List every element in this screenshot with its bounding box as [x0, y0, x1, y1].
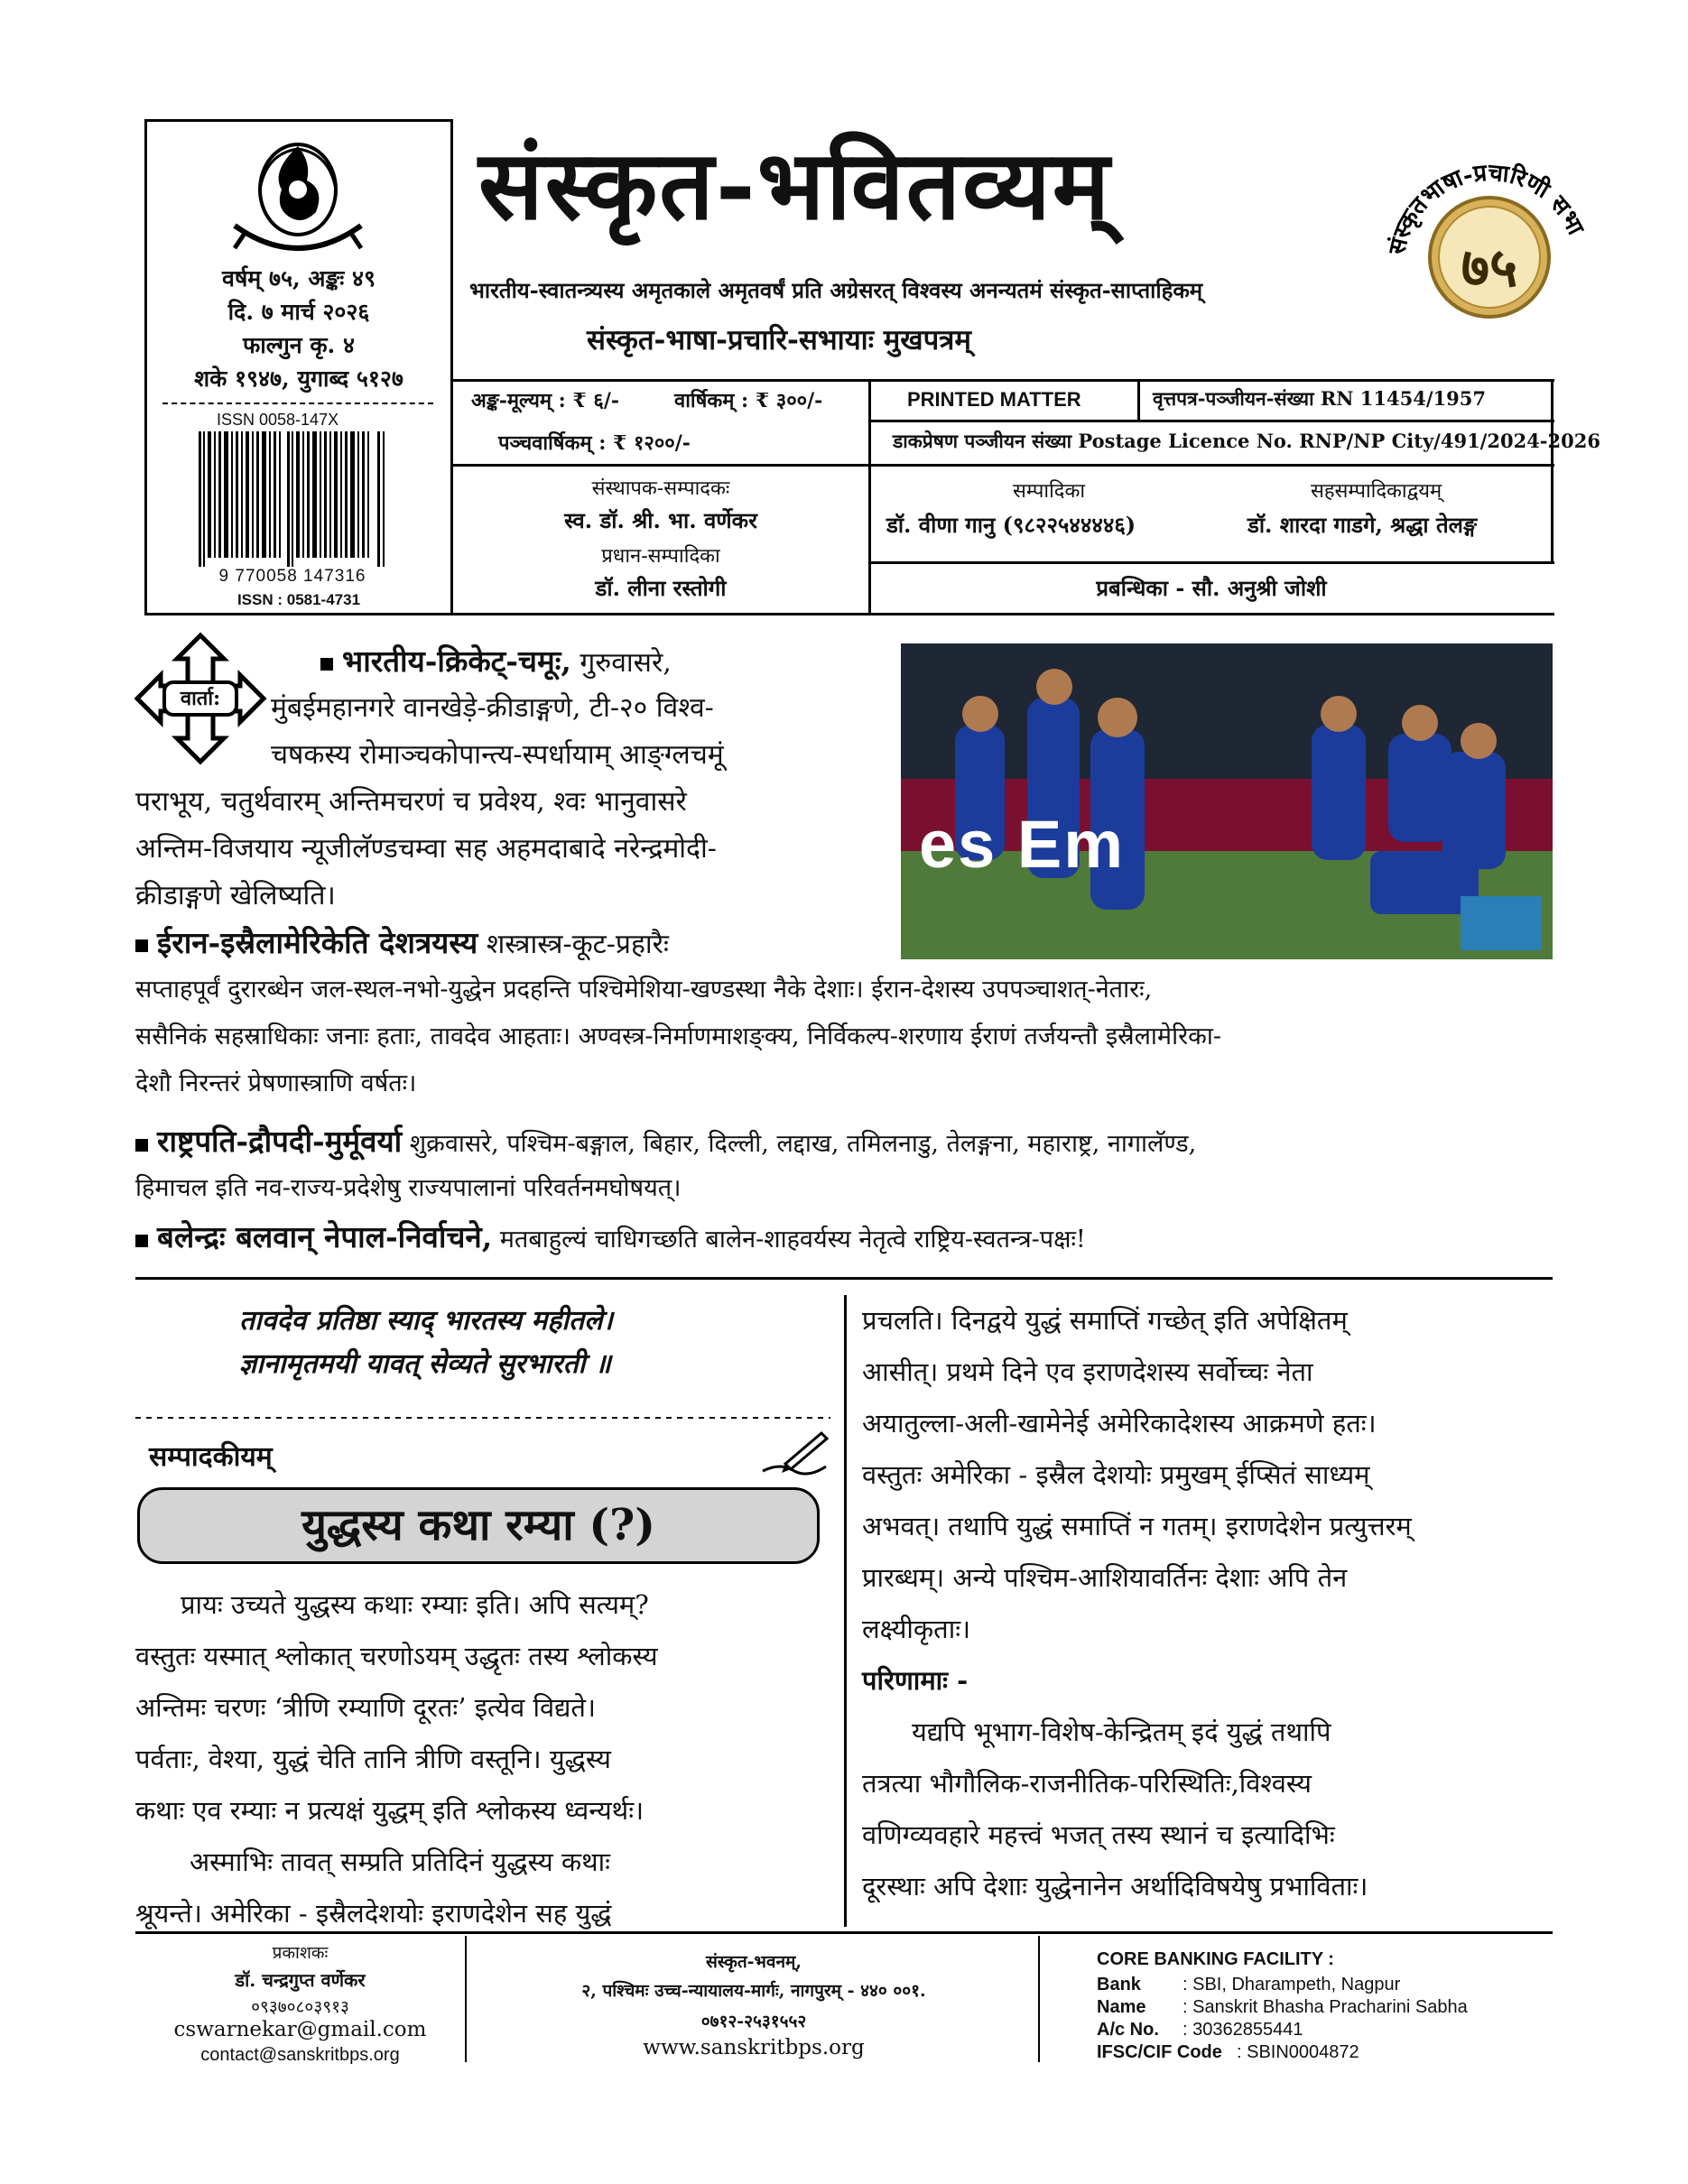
founder-label: संस्थापक-सम्पादकः [591, 477, 730, 500]
news-item-iran-line2: सप्ताहपूर्वं दुरारब्धेन जल-स्थल-नभो-युद्धेन प्रदहन्ति पश्चिमेशिया-खण्डस्था नैके देशाः। ईरान-देशस्य उपपञ्चाशत्-नेतारः, [135, 976, 1153, 1004]
editorial-right2-line-1: यद्यपि भूभाग-विशेष-केन्द्रितम् इदं युद्धं तथापि [912, 1717, 1331, 1747]
editorial-left-line-3: अन्तिमः चरणः ‘त्रीणि रम्याणि दूरतः’ इत्येव विद्यते। [135, 1692, 596, 1723]
chief-editor-name: डॉ. लीना रस्तोगी [595, 575, 727, 601]
editorial-right-line-5: अभवत्। तथापि युद्धं समाप्तिं न गतम्। इराणदेशेन प्रत्युत्तरम् [862, 1511, 1412, 1541]
website-link[interactable]: www.sanskritbps.org [643, 2036, 865, 2059]
bullet-square-icon [135, 1235, 148, 1247]
column-divider [844, 1295, 847, 1927]
editorial-right-line-3: अयातुल्ला-अली-खामेनेई अमेरिकादेशस्य आक्रमणे हतः। [862, 1408, 1377, 1439]
annual-price: वार्षिकम् : ₹ ३००/- [674, 389, 823, 412]
address-line-2: २, पश्चिमः उच्च-न्यायालय-मार्गः, नागपुरम् - ४४० ००१. [581, 1981, 926, 2001]
postal-licence: डाकप्रेषण पञ्जीयन संख्या Postage Licence No. RNP/NP City/491/2024-2026 [893, 430, 1600, 452]
news-item-nepal-line1: बलेन्द्रः बलवान् नेपाल-निर्वाचने, मतबाहुल्यं चाधिगच्छति बालेन-शाहवर्यस्य नेतृत्वे राष्ट्रिय-स्वतन्त्र-पक्षः! [135, 1215, 1086, 1263]
sanskrit-verse [239, 1300, 613, 1386]
issn-top: ISSN 0058-147X [217, 411, 339, 429]
news-item-cricket-head: भारतीय-क्रिकेट्-चमूः, [342, 643, 571, 679]
sabha-seal [1377, 131, 1602, 356]
barcode-icon [197, 431, 388, 567]
bullet-square-icon [135, 1139, 148, 1152]
news-item-cricket-line3: चषकस्य रोमाञ्चकोपान्त्य-स्पर्धायाम् आङ्ग्लचमूं [271, 739, 724, 771]
editorial-right2-line-3: वणिग्व्यवहारे महत्त्वं भजत् तस्य स्थानं च इत्यादिभिः [862, 1819, 1335, 1850]
seal-text: संस्कृतभाषा-प्रचारिणी सभा [1383, 159, 1590, 257]
news-item-iran-line3: ससैनिकं सहस्राधिकाः जनाः हताः, तावदेव आहताः। अण्वस्त्र-निर्माणमाशङ्क्य, निर्विकल्प-शरणाय ईराणं तर्जयन्तौ इस्रैलामेरिका- [135, 1023, 1221, 1050]
bank-title: CORE BANKING FACILITY : [1097, 1949, 1334, 1969]
editorial-left-line-4: पर्वताः, वेश्या, युद्धं चेति तानि त्रीणि वस्तूनि। युद्धस्य [135, 1744, 611, 1774]
news-icon-label: वार्ता: [180, 687, 221, 710]
news-item-president-line2: हिमाचल इति नव-राज्य-प्रदेशेषु राज्यपालानां परिवर्तनमघोषयत्। [135, 1174, 682, 1202]
editorial-title: युद्धस्य कथा रम्या (?) [301, 1500, 655, 1550]
news-icon [134, 632, 267, 765]
news-item-president-head: राष्ट्रपति-द्रौपदी-मुर्मूवर्या [157, 1124, 403, 1159]
price-per-issue: अङ्क-मूल्यम् : ₹ ६/- [471, 389, 620, 412]
news-item-cricket-line1: भारतीय-क्रिकेट्-चमूः, गुरुवासरे, [320, 639, 672, 686]
masthead-tagline: भारतीय-स्वातन्त्र्यस्य अमृतकाले अमृतवर्षं प्रति अग्रेसरत् विश्वस्य अनन्यतमं संस्कृत-साप्ताहिकम् [469, 277, 1203, 303]
news-item-cricket-line5: अन्तिम-विजयाय न्यूजीलॅण्डचम्वा सह अहमदाबादे नरेन्द्रमोदी- [135, 833, 717, 865]
editorial-left-line-7: श्रूयन्ते। अमेरिका - इस्रैलदेशयोः इराणदेशेन सह युद्धं [135, 1898, 612, 1929]
editorial-subhead: परिणामाः - [862, 1665, 969, 1696]
publisher-label: प्रकाशकः [272, 1943, 329, 1963]
issue-volume: वर्षम् ७५, अङ्कः ४९ [221, 265, 376, 292]
seal-number: ७५ [1461, 236, 1518, 300]
footer-divider-1 [465, 1936, 467, 2062]
editorial-dashed-rule [135, 1417, 830, 1419]
editorial-label: सम्पादकीयम् [149, 1441, 273, 1473]
publisher-name: डॉ. चन्द्रगुप्त वर्णेकर [235, 1969, 366, 1991]
photo-illustration [901, 643, 1553, 959]
editorial-right-line-2: आसीत्। प्रथमे दिने एव इराणदेशस्य सर्वोच्चः नेता [862, 1356, 1313, 1387]
editorial-left-line-2: वस्तुतः यस्मात् श्लोकात् चरणोऽयम् उद्धृतः तस्य श्लोकस्य [135, 1641, 658, 1671]
name-row: Name : Sanskrit Bhasha Pracharini Sabha [1097, 1997, 1468, 2017]
founder-name: स्व. डॉ. श्री. भा. वर्णेकर [564, 507, 757, 533]
account-row: A/c No. : 30362855441 [1097, 2020, 1303, 2040]
info-grid [453, 379, 1600, 615]
cricket-team-photo [901, 643, 1553, 959]
footer-rule [135, 1931, 1553, 1934]
publisher-email[interactable]: cswarnekar@gmail.com [173, 2018, 427, 2041]
barcode-number: 9 770058 147316 [218, 567, 366, 586]
masthead-title: संस्कृत-भवितव्यम् [478, 128, 1112, 241]
verse-line-2: ज्ञानामृतमयी यावत् सेव्यते सुरभारती ॥ [239, 1348, 611, 1380]
manager-name: प्रबन्धिका - सौ. अनुश्री जोशी [1096, 575, 1327, 601]
editor-name: डॉ. वीणा गानु (९८२२५४४४४६) [886, 512, 1136, 538]
issue-shaka: शके १९४७, युगाब्द ५१२७ [194, 366, 403, 392]
chief-editor-label: प्रधान-सम्पादिका [601, 545, 720, 568]
bullet-square-icon [135, 939, 148, 952]
editorial-right-line-4: वस्तुतः अमेरिका - इस्रैल देशयोः प्रमुखम् ईप्सितं साध्यम् [862, 1459, 1370, 1490]
issue-tithi: फाल्गुन कृ. ४ [243, 332, 355, 358]
editorial-right2-line-2: तत्रत्या भौगौलिक-राजनीतिक-परिस्थितिः,विश्वस्य [862, 1768, 1312, 1799]
editorial-right-line-6: प्रारब्धम्। अन्ये पश्चिम-आशियावर्तिनः देशाः अपि तेन [862, 1562, 1348, 1593]
contact-email[interactable]: contact@sanskritbps.org [200, 2045, 400, 2065]
address-phone: ०७१२-२५३१५५२ [700, 2012, 807, 2031]
bank-row: Bank : SBI, Dharampeth, Nagpur [1097, 1975, 1401, 1994]
news-item-cricket-line6: क्रीडाङ्गणे खेलिष्यति। [135, 880, 336, 912]
photo-banner-text: es Em [919, 807, 1126, 882]
issue-details [144, 262, 453, 395]
footer-divider-2 [1038, 1936, 1040, 2062]
news-divider [135, 1277, 1553, 1280]
co-editor-names: डॉ. शारदा गाडगे, श्रद्धा तेलङ्ग [1247, 512, 1478, 538]
dashed-divider [162, 403, 433, 404]
five-year-price: पञ्चवार्षिकम् : ₹ १२००/- [498, 431, 691, 455]
printed-matter: PRINTED MATTER [907, 388, 1081, 411]
sabha-logo-icon [217, 135, 379, 257]
editor-label: सम्पादिका [1013, 480, 1086, 503]
editorial-right-line-7: लक्ष्यीकृताः। [862, 1614, 971, 1644]
news-item-cricket-line2: मुंबईमहानगरे वानखेड़े-क्रीडाङ्गणे, टी-२० विश्व- [271, 692, 714, 724]
ifsc-row: IFSC/CIF Code : SBIN0004872 [1097, 2042, 1359, 2062]
editorial-left-line-1: प्रायः उच्यते युद्धस्य कथाः रम्याः इति। अपि सत्यम्? [181, 1589, 649, 1620]
news-item-iran-head: ईरान-इस्रैलामेरिकेति देशत्रयस्य [157, 925, 478, 960]
editorial-left-line-6: अस्माभिः तावत् सम्प्रति प्रतिदिनं युद्धस्य कथाः [190, 1846, 611, 1877]
news-item-iran-line4: देशौ निरन्तरं प्रेषणास्त्राणि वर्षतः। [135, 1069, 417, 1097]
verse-line-1: तावदेव प्रतिष्ठा स्याद् भारतस्य महीतले। [239, 1305, 613, 1337]
news-item-president-line1: राष्ट्रपति-द्रौपदी-मुर्मूवर्या शुक्रवासरे, पश्चिम-बङ्गाल, बिहार, दिल्ली, लद्दाख, तमिलनाडु, तेलङ्गना, महाराष्ट्र, नागालॅण्ड, [135, 1119, 1196, 1167]
issn-bottom: ISSN : 0581-4731 [237, 591, 361, 608]
issue-date: दि. ७ मार्च २०२६ [227, 299, 370, 325]
publisher-phone: ०९३७०८०३९१३ [251, 1997, 349, 2017]
editorial-right2-line-4: दूरस्थाः अपि देशाः युद्धेनानेन अर्थादिविषयेषु प्रभाविताः। [862, 1871, 1368, 1902]
news-item-cricket-line4: पराभूय, चतुर्थवारम् अन्तिमचरणं च प्रवेश्य, श्वः भानुवासरे [135, 786, 687, 818]
editorial-right-line-1: प्रचलति। दिनद्वये युद्धं समाप्तिं गच्छेत् इति अपेक्षितम् [862, 1305, 1348, 1336]
news-item-nepal-head: बलेन्द्रः बलवान् नेपाल-निर्वाचने, [157, 1219, 493, 1254]
bullet-square-icon [320, 658, 333, 671]
registration-number: वृत्तपत्र-पञ्जीयन-संख्या RN 11454/1957 [1153, 387, 1486, 410]
news-item-iran-line1: ईरान-इस्रैलामेरिकेति देशत्रयस्य शस्त्रास्त्र-कूट-प्रहारैः [135, 921, 669, 967]
co-editor-label: सहसम्पादिकाद्वयम् [1311, 480, 1442, 503]
address-line-1: संस्कृत-भवनम्, [706, 1952, 802, 1972]
masthead-sabha-line: संस्कृत-भाषा-प्रचारि-सभायाः मुखपत्रम् [587, 324, 971, 356]
editorial-left-line-5: कथाः एव रम्याः न प्रत्यक्षं युद्धम् इति श्लोकस्य ध्वन्यर्थः। [135, 1795, 645, 1826]
pen-writing-icon [758, 1426, 830, 1480]
